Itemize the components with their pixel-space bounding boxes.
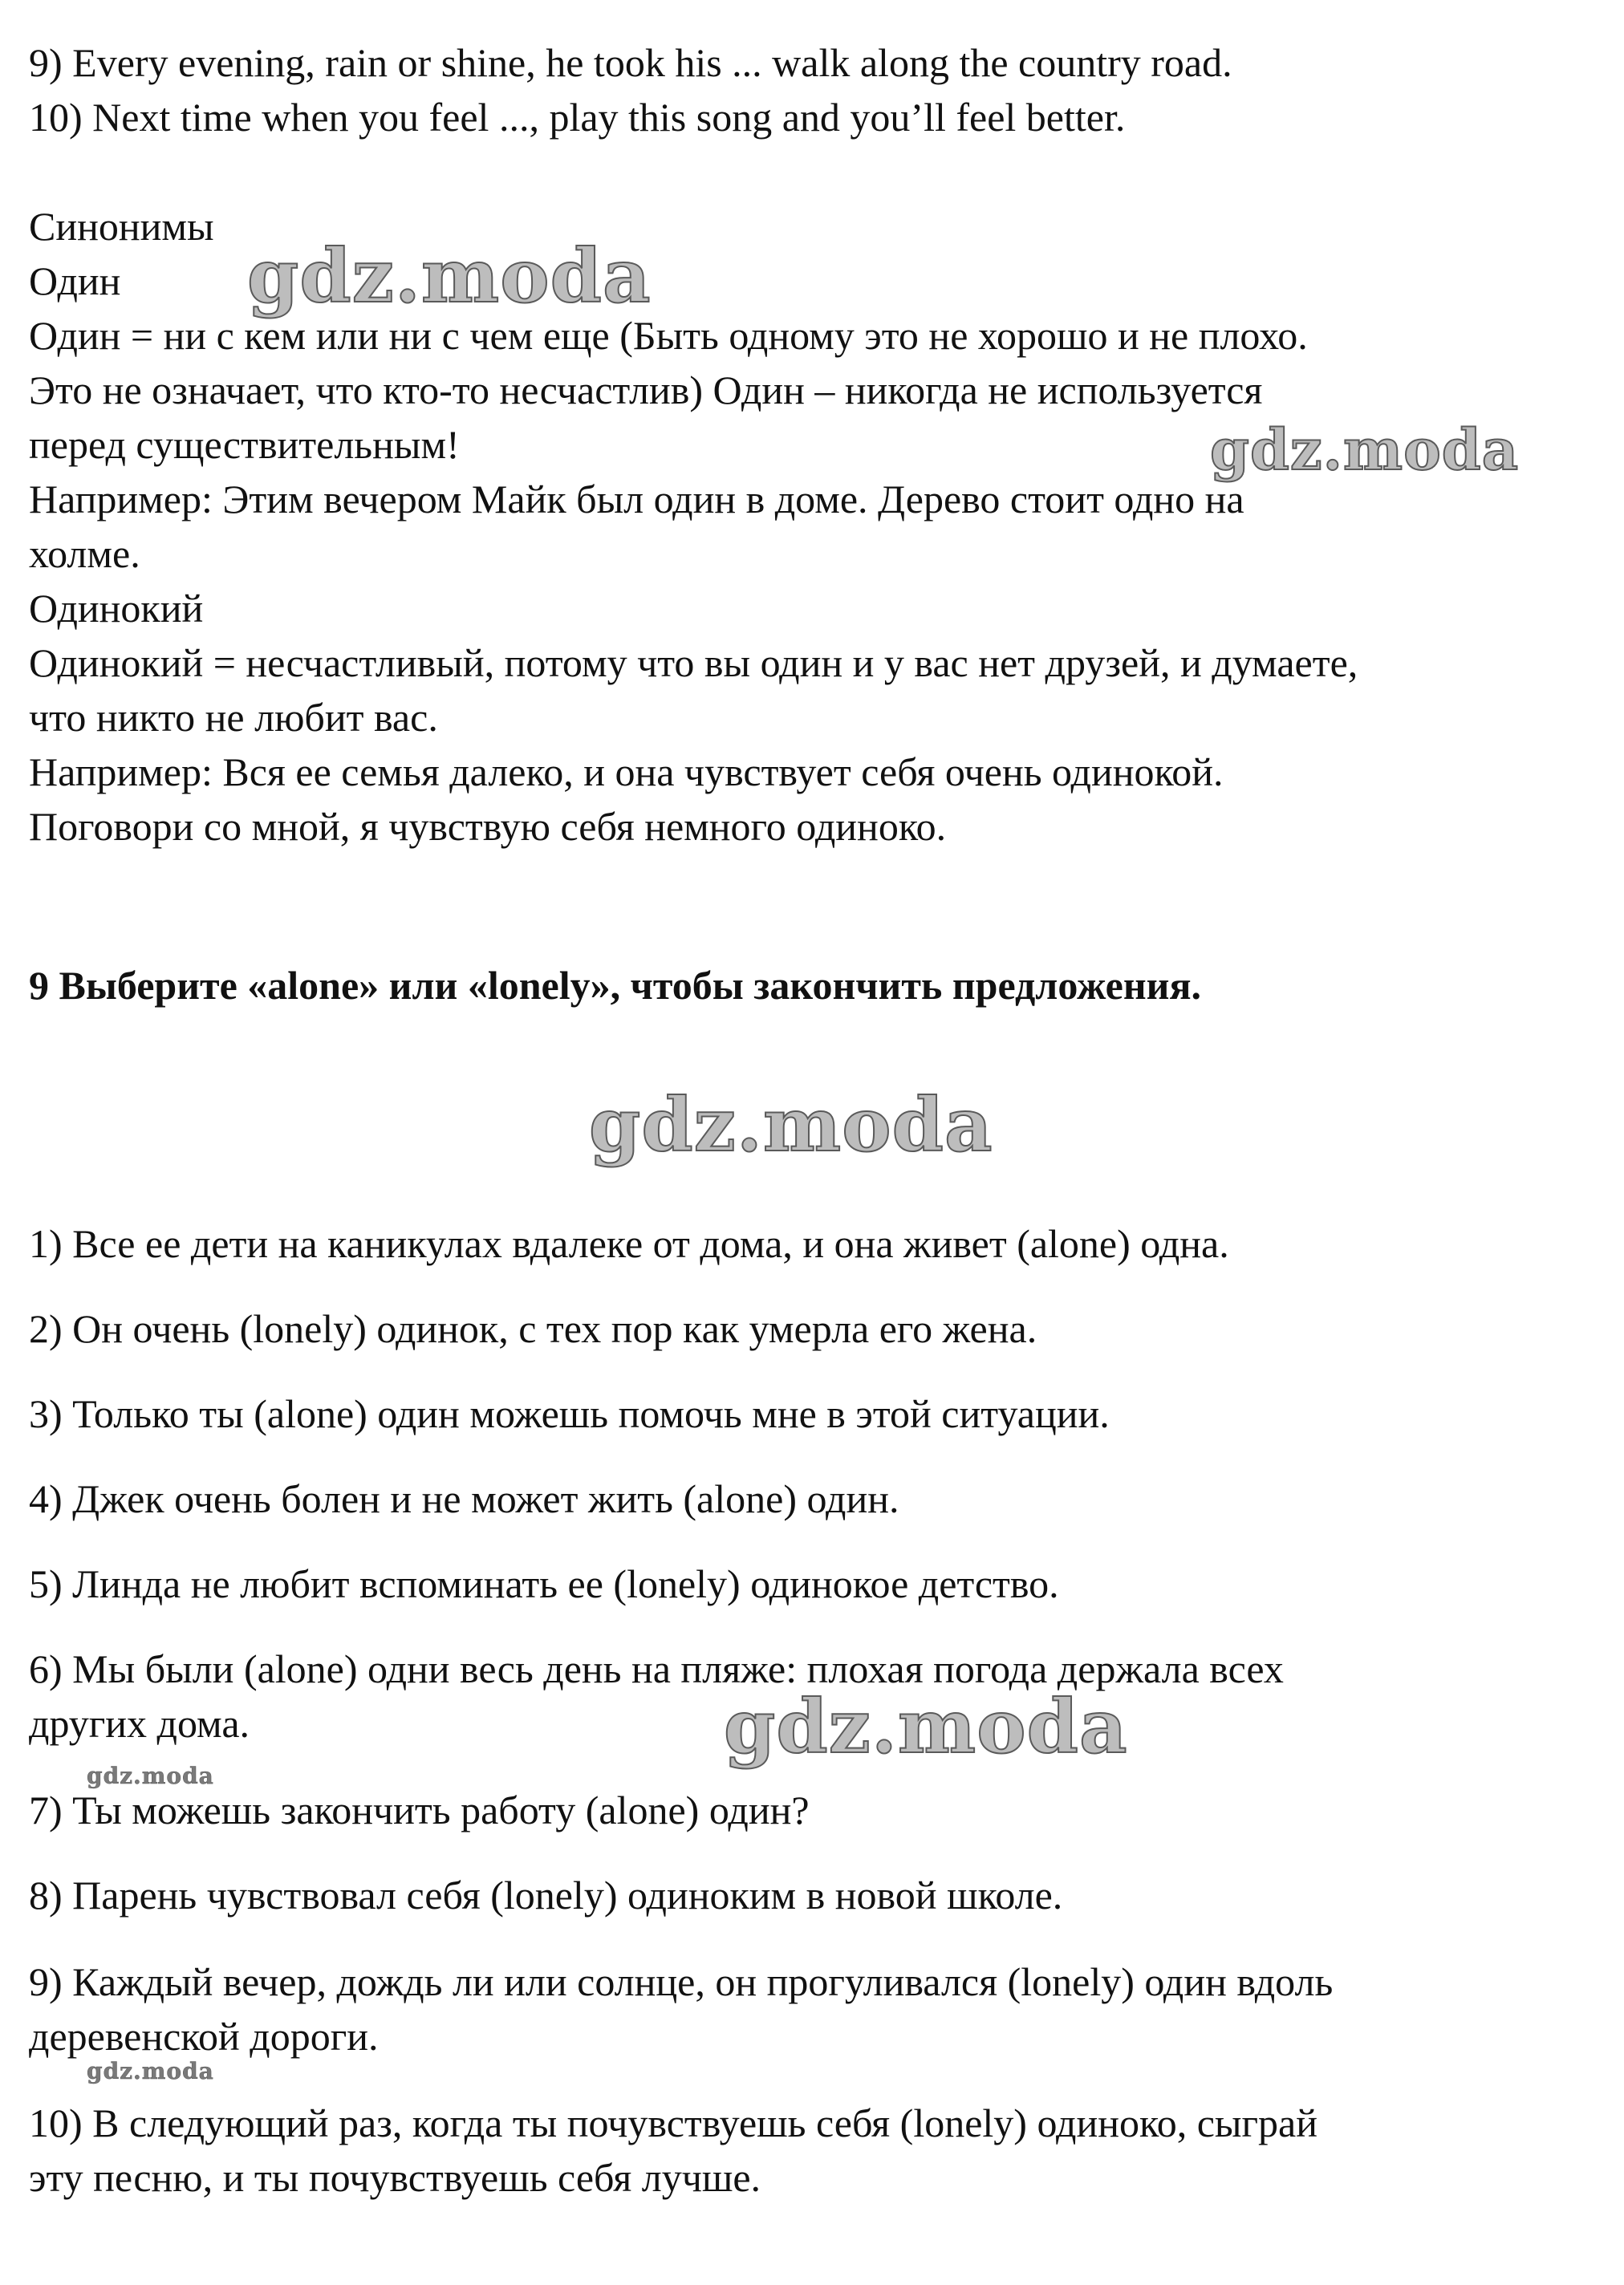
answer-item: 7) Ты можешь закончить работу (alone) один? bbox=[29, 1788, 810, 1832]
answer-item-continued: деревенской дороги. bbox=[29, 2014, 379, 2059]
term-alone: Один bbox=[29, 258, 121, 303]
text-line: Один = ни с кем или ни с чем еще (Быть одному это не хорошо и не плохо. bbox=[29, 313, 1308, 358]
answer-item: 4) Джек очень болен и не может жить (alone) один. bbox=[29, 1476, 899, 1521]
answer-item: 1) Все ее дети на каникулах вдалеке от дома, и она живет (alone) одна. bbox=[29, 1221, 1229, 1266]
text-line: холме. bbox=[29, 531, 140, 576]
exercise-heading: 9 Выберите «alone» или «lonely», чтобы закончить предложения. bbox=[29, 963, 1202, 1008]
watermark-logo: gdz.moda bbox=[589, 1082, 993, 1168]
watermark-logo: gdz.moda bbox=[1210, 416, 1520, 483]
text-line: Это не означает, что кто-то несчастлив) Один – никогда не используется bbox=[29, 367, 1263, 412]
watermark-logo: gdz.moda bbox=[247, 233, 652, 319]
text-line: Поговори со мной, я чувствую себя немного одиноко. bbox=[29, 804, 947, 849]
text-line: Одинокий = несчастливый, потому что вы один и у вас нет друзей, и думаете, bbox=[29, 640, 1358, 685]
answer-item: 8) Парень чувствовал себя (lonely) одиноким в новой школе. bbox=[29, 1873, 1063, 1918]
answer-item: 9) Каждый вечер, дождь ли или солнце, он прогуливался (lonely) один вдоль bbox=[29, 1959, 1334, 2004]
watermark-logo: gdz.moda bbox=[87, 1763, 214, 1789]
watermark-logo: gdz.moda bbox=[87, 2058, 214, 2084]
text-line: что никто не любит вас. bbox=[29, 695, 438, 740]
answer-item: 3) Только ты (alone) один можешь помочь мне в этой ситуации. bbox=[29, 1391, 1110, 1436]
text-line: перед существительным! bbox=[29, 422, 460, 467]
answer-item: 10) В следующий раз, когда ты почувствуешь себя (lonely) одиноко, сыграй bbox=[29, 2100, 1317, 2145]
watermark-logo: gdz.moda bbox=[724, 1683, 1128, 1770]
section-title-synonyms: Синонимы bbox=[29, 204, 214, 249]
text-line: 9) Every evening, rain or shine, he took his ... walk along the country road. bbox=[29, 40, 1232, 85]
text-line: Например: Этим вечером Майк был один в доме. Дерево стоит одно на bbox=[29, 477, 1244, 522]
answer-item: 2) Он очень (lonely) одинок, с тех пор как умерла его жена. bbox=[29, 1306, 1037, 1351]
text-line: 10) Next time when you feel ..., play this song and you’ll feel better. bbox=[29, 95, 1126, 140]
answer-item-continued: эту песню, и ты почувствуешь себя лучше. bbox=[29, 2155, 761, 2200]
answer-item: 6) Мы были (alone) одни весь день на пляже: плохая погода держала всех bbox=[29, 1646, 1284, 1691]
term-lonely: Одинокий bbox=[29, 586, 204, 631]
text-line: Например: Вся ее семья далеко, и она чувствует себя очень одинокой. bbox=[29, 749, 1224, 794]
answer-item: 5) Линда не любит вспоминать ее (lonely) одинокое детство. bbox=[29, 1561, 1059, 1606]
answer-item-continued: других дома. bbox=[29, 1701, 250, 1746]
